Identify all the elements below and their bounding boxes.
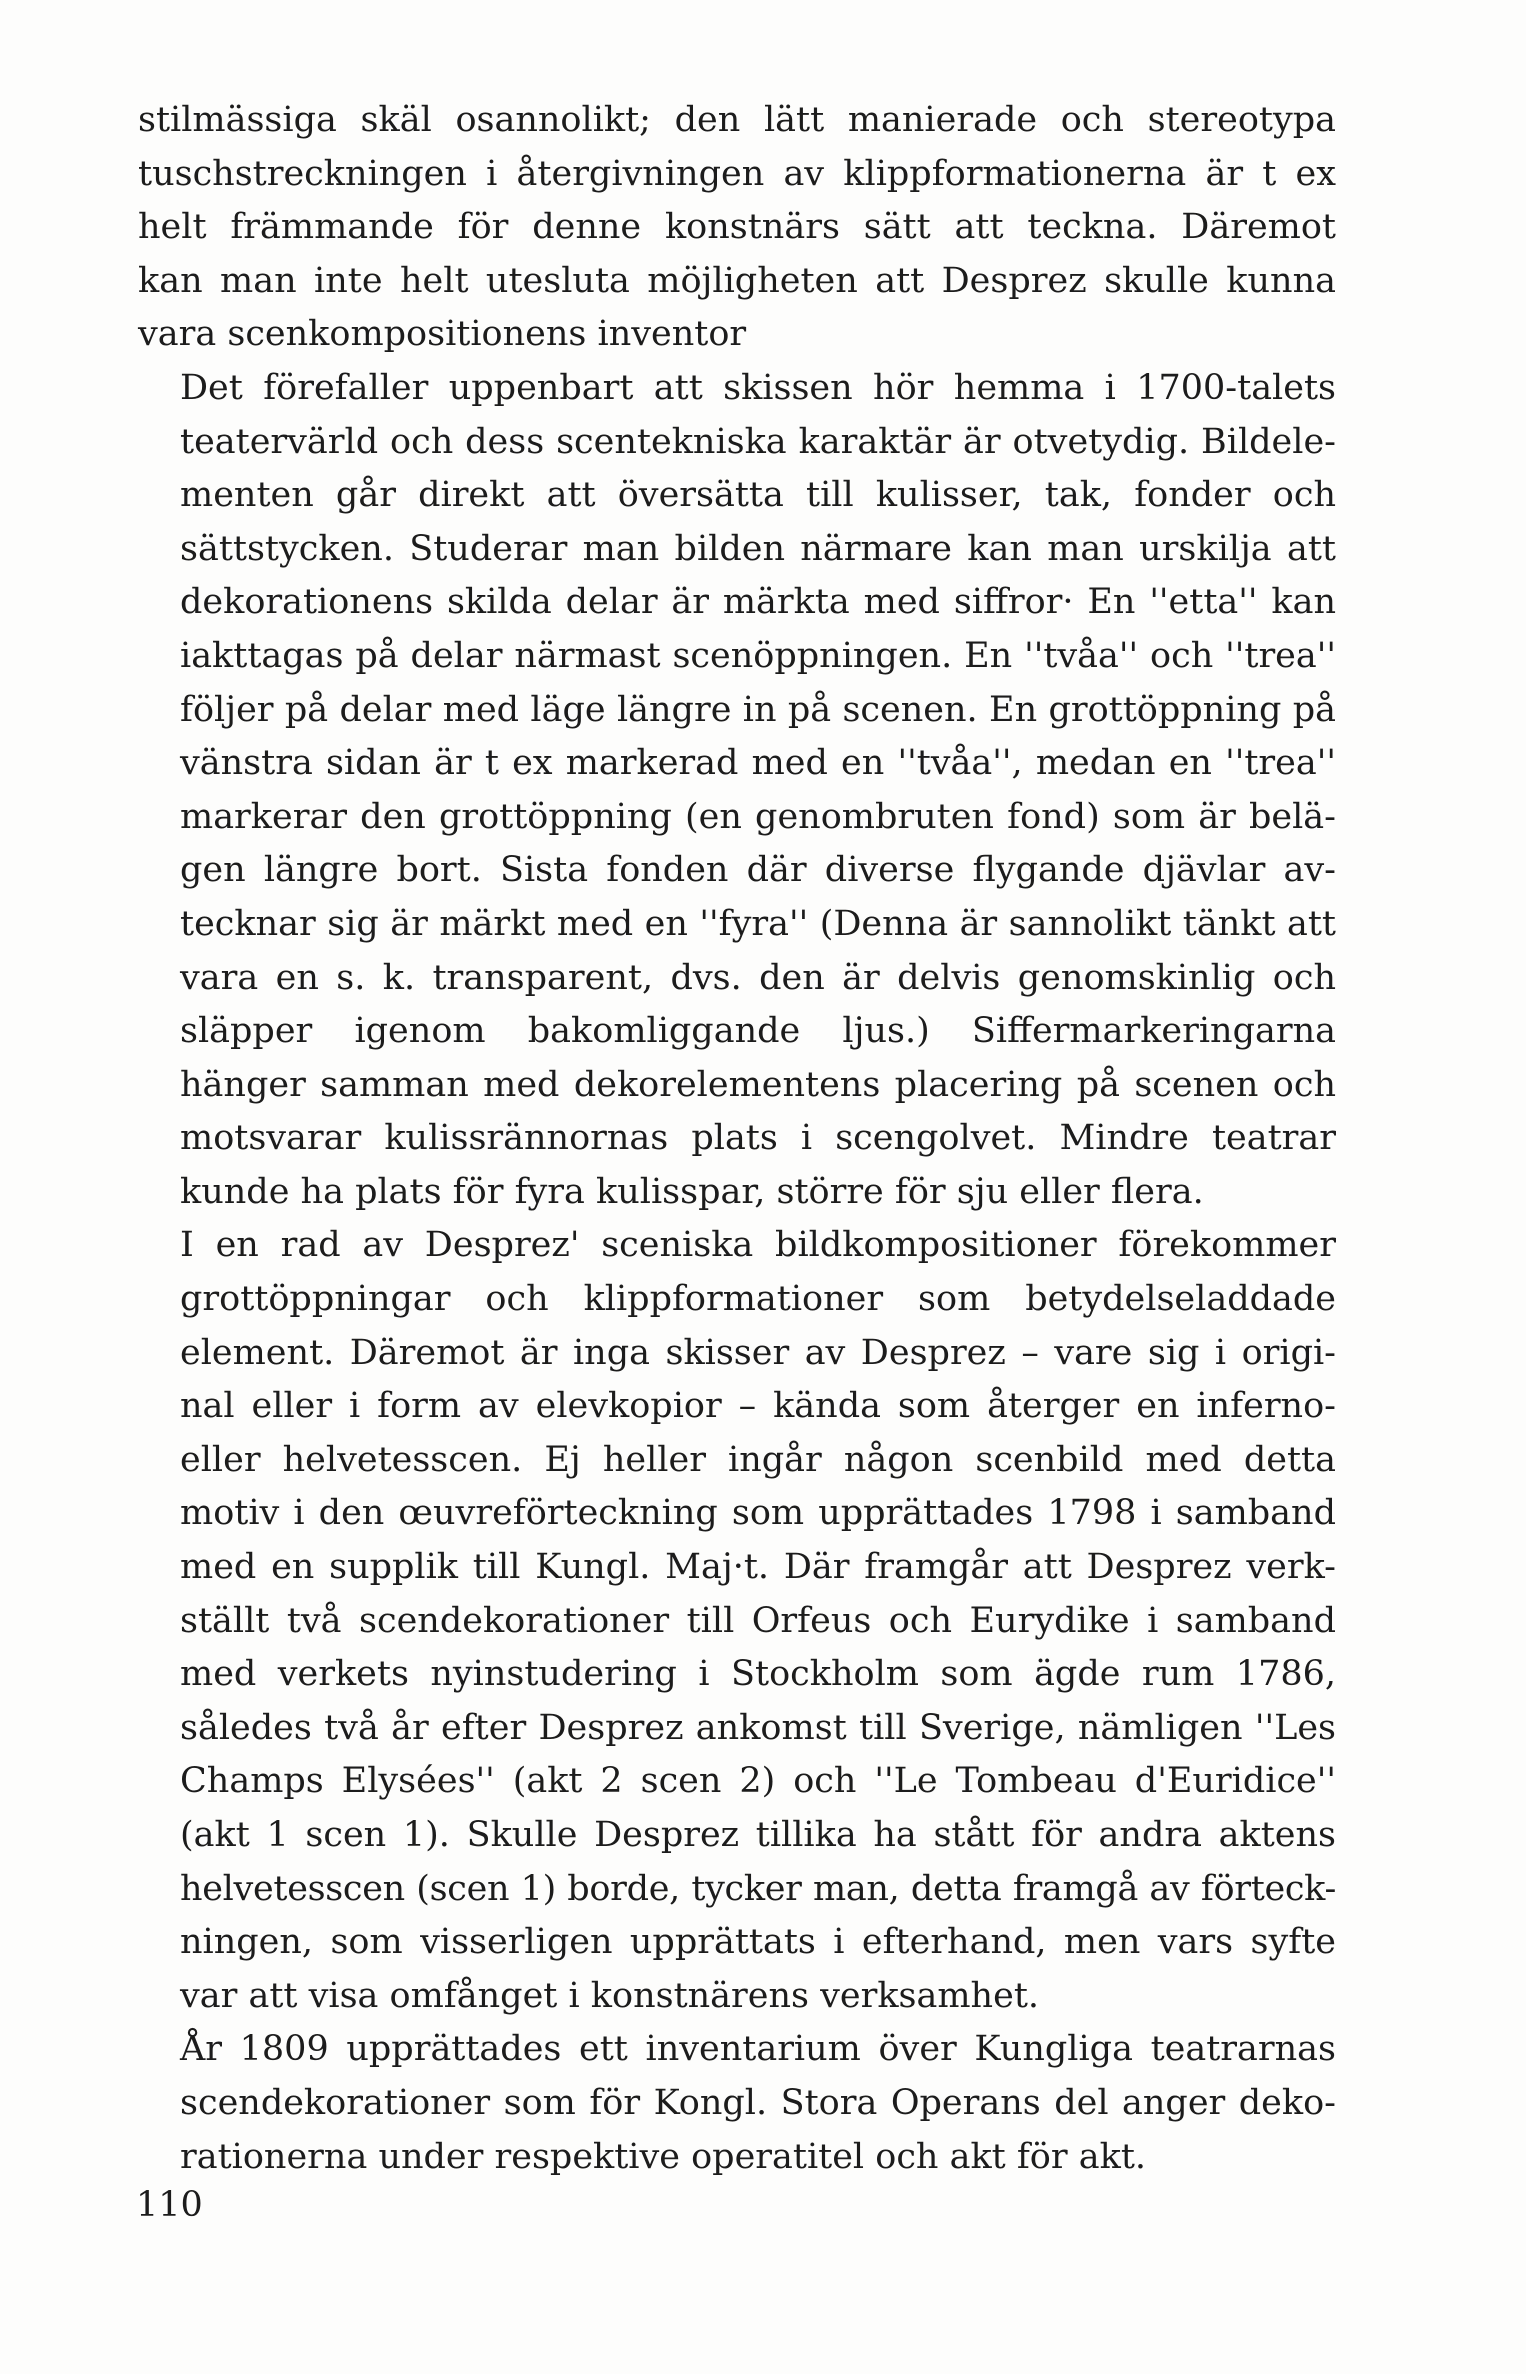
text-line: scendekorationer som för Kongl. Stora Operans del anger deko-: [180, 2082, 1336, 2123]
text-line: vara scenkompositionens inventor: [138, 314, 747, 355]
text-line: hänger samman med dekorelementens placering på scenen och: [180, 1064, 1336, 1105]
paragraph: [138, 1219, 1336, 2023]
text-line: ställt två scendekorationer till Orfeus och Eurydike i samband: [180, 1600, 1336, 1641]
text-line: teatervärld och dess scentekniska karaktär är otvetydig. Bildele-: [180, 421, 1336, 462]
text-line: Det förefaller uppenbart att skissen hör hemma i 1700-talets: [180, 367, 1336, 408]
text-line: markerar den grottöppning (en genombruten fond) som är belä-: [180, 796, 1336, 837]
text-line: helt främmande för denne konstnärs sätt att teckna. Däremot: [138, 207, 1336, 248]
body-text: [138, 94, 1336, 2184]
text-line: motiv i den œuvreförteckning som upprättades 1798 i samband: [180, 1493, 1336, 1534]
text-line: helvetesscen (scen 1) borde, tycker man, detta framgå av förteck-: [180, 1868, 1336, 1909]
text-line: nal eller i form av elevkopior – kända som återger en inferno-: [180, 1386, 1336, 1427]
text-line: följer på delar med läge längre in på scenen. En grottöppning på: [180, 689, 1336, 730]
text-line: År 1809 upprättades ett inventarium över Kungliga teatrarnas: [180, 2029, 1336, 2070]
text-line: eller helvetesscen. Ej heller ingår någon scenbild med detta: [180, 1439, 1336, 1480]
text-line: stilmässiga skäl osannolikt; den lätt manierade och stereotypa: [138, 100, 1336, 140]
text-line: tecknar sig är märkt med en ''fyra'' (Denna är sannolikt tänkt att: [180, 903, 1336, 944]
text-line: motsvarar kulissrännornas plats i scengolvet. Mindre teatrar: [180, 1118, 1336, 1159]
text-line: (akt 1 scen 1). Skulle Desprez tillika ha stått för andra aktens: [180, 1815, 1336, 1855]
text-line: var att visa omfånget i konstnärens verksamhet.: [180, 1975, 1040, 2016]
text-line: element. Däremot är inga skisser av Desprez – vare sig i origi-: [180, 1332, 1336, 1373]
paragraph: [138, 362, 1336, 1220]
text-line: tuschstreckningen i återgivningen av klippformationerna är t ex: [138, 153, 1336, 194]
text-line: iakttagas på delar närmast scenöppningen. En ''tvåa'' och ''trea'': [180, 635, 1336, 676]
text-line: gen längre bort. Sista fonden där diverse flygande djävlar av-: [180, 850, 1336, 891]
text-line: släpper igenom bakomliggande ljus.) Siffermarkeringarna: [180, 1011, 1336, 1052]
text-line: vänstra sidan är t ex markerad med en ''tvåa'', medan en ''trea'': [180, 743, 1336, 784]
text-line: sättstycken. Studerar man bilden närmare kan man urskilja att: [180, 528, 1336, 569]
text-line: Champs Elysées'' (akt 2 scen 2) och ''Le Tombeau d'Euridice'': [180, 1761, 1336, 1802]
paragraph: [138, 94, 1336, 362]
text-line: dekorationens skilda delar är märkta med siffror· En ''etta'' kan: [180, 582, 1336, 623]
paragraph: [138, 2023, 1336, 2184]
text-line: rationerna under respektive operatitel och akt för akt.: [180, 2136, 1147, 2177]
page-number: 110: [136, 2185, 203, 2225]
text-line: I en rad av Desprez' sceniska bildkompositioner förekommer: [180, 1225, 1336, 1266]
text-line: med verkets nyinstudering i Stockholm som ägde rum 1786,: [180, 1654, 1336, 1695]
text-line: vara en s. k. transparent, dvs. den är delvis genomskinlig och: [180, 957, 1336, 998]
text-line: menten går direkt att översätta till kulisser, tak, fonder och: [180, 475, 1336, 516]
text-line: kunde ha plats för fyra kulisspar, större för sju eller flera.: [180, 1171, 1204, 1212]
text-line: således två år efter Desprez ankomst till Sverige, nämligen ''Les: [180, 1707, 1336, 1748]
text-line: ningen, som visserligen upprättats i efterhand, men vars syfte: [180, 1922, 1336, 1963]
text-line: med en supplik till Kungl. Maj·t. Där framgår att Desprez verk-: [180, 1547, 1336, 1588]
text-line: grottöppningar och klippformationer som betydelseladdade: [180, 1279, 1336, 1320]
text-line: kan man inte helt utesluta möjligheten att Desprez skulle kunna: [138, 260, 1336, 301]
